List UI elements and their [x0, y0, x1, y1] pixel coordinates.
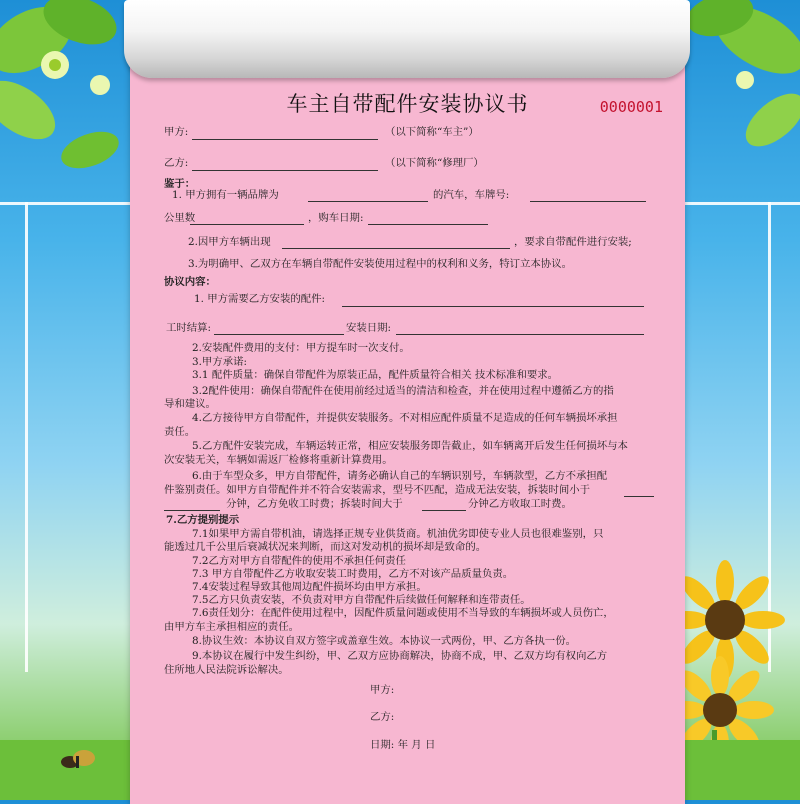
- clause-5-a: 5.乙方配件安装完成，车辆运转正常，相应安装服务即告截止，如车辆离开后发生任何损坏与本: [192, 440, 628, 452]
- labor-fee-label: 工时结算:: [166, 322, 212, 334]
- clause-7-6-a: 7.6责任划分：在配件使用过程中，因配件质量问题或使用不当导致的车辆损坏或人员伤亡，: [192, 607, 614, 619]
- party-b-label: 乙方:: [164, 157, 189, 169]
- signature-party-a: 甲方:: [370, 684, 395, 696]
- purchase-date-line: [368, 224, 488, 225]
- clause-6-b: 件鉴别责任。如甲方自带配件并不符合安装需求，型号不匹配，造成无法安装，拆装时间小于: [164, 484, 591, 496]
- clause-4-b: 责任。: [164, 426, 196, 438]
- agreement-document: [130, 80, 685, 800]
- clause-4-a: 4.乙方接待甲方自带配件，并提供安装服务。不对相应配件质量不足造成的任何车辆损坏承担: [192, 412, 618, 424]
- serial-number: 0000001: [599, 98, 663, 116]
- whereas-3: 3.为明确甲、乙双方在车辆自带配件安装使用过程中的权利和义务，特订立本协议。: [188, 258, 572, 270]
- whereas-1-d: ，购车日期:: [308, 212, 364, 224]
- brand-line: [308, 201, 428, 202]
- document-title: 车主自带配件安装协议书: [286, 92, 529, 116]
- labor-fee-line: [214, 334, 344, 335]
- whereas-1-b: 的汽车，车牌号:: [433, 189, 510, 201]
- clause-2: 2.安装配件费用的支付：甲方提车时一次支付。: [192, 342, 410, 354]
- clause-6-d: 分钟乙方收取工时费。: [468, 498, 572, 510]
- leaf-cluster-top-left-icon: [0, 0, 124, 175]
- frame-line-left: [25, 202, 28, 672]
- content-heading: 协议内容：: [164, 276, 216, 288]
- clause-6-a: 6.由于车型众多，甲方自带配件，请务必确认自己的车辆识别号，车辆款型，乙方不承担配: [192, 470, 608, 482]
- plate-line: [530, 201, 646, 202]
- party-b-line: [192, 170, 378, 171]
- clause-5-b: 次安装无关，车辆如需返厂检修将重新计算费用。: [164, 454, 393, 466]
- whereas-1-c: 公里数: [164, 212, 196, 224]
- clause-7-5: 7.5乙方只负责安装，不负责对甲方自带配件后续做任何解释和连带责任。: [192, 594, 531, 606]
- clause-7-1-a: 7.1如果甲方需自带机油，请选择正规专业供货商。机油优劣即使专业人员也很难鉴别，只: [192, 528, 604, 540]
- clause-3-2-a: 3.2配件使用：确保自带配件在使用前经过适当的清洁和检查，并在使用过程中遵循乙方的指: [192, 385, 614, 397]
- clause-7-6-b: 由甲方车主承担相应的责任。: [164, 621, 300, 633]
- clause-7-2: 7.2乙方对甲方自带配件的使用不承担任何责任: [192, 555, 406, 567]
- dismantle-max-line: [422, 510, 466, 511]
- frame-line-right: [768, 202, 771, 672]
- install-date-line: [396, 334, 644, 335]
- whereas-heading: 鉴于：: [164, 178, 196, 190]
- clause-3-1: 3.1 配件质量：确保自带配件为原装正品，配件质量符合相关 技术标准和要求。: [192, 369, 559, 381]
- clause-9-b: 住所地人民法院诉讼解决。: [164, 664, 289, 676]
- whereas-1-a: 1. 甲方拥有一辆品牌为: [172, 189, 279, 201]
- clause-1: 1. 甲方需要乙方安装的配件:: [194, 293, 326, 305]
- clause-7-1-b: 能透过几千公里后衰减状况来判断，而这对发动机的损坏却是致命的。: [164, 541, 487, 553]
- problem-line: [282, 248, 510, 249]
- signature-party-b: 乙方:: [370, 711, 395, 723]
- clause-7-3: 7.3 甲方自带配件乙方收取安装工时费用，乙方不对该产品质量负责。: [192, 568, 514, 580]
- signature-date: 日期: 年 月 日: [370, 739, 436, 751]
- parts-line: [342, 306, 644, 307]
- whereas-2-b: ，要求自带配件进行安装;: [514, 236, 632, 248]
- clause-3: 3.甲方承诺:: [192, 356, 247, 368]
- party-a-label: 甲方:: [164, 126, 189, 138]
- clause-6-c: 分钟，乙方免收工时费；拆装时间大于: [226, 498, 403, 510]
- party-a-alias: （以下简称“车主”）: [385, 126, 479, 138]
- leaf-cluster-top-right-icon: [682, 0, 800, 156]
- clause-3-2-b: 导和建议。: [164, 398, 216, 410]
- party-a-line: [192, 139, 378, 140]
- pad-binding: [124, 0, 690, 78]
- whereas-2-a: 2.因甲方车辆出现: [188, 236, 271, 248]
- dismantle-min-line: [624, 496, 654, 497]
- clause-7-4: 7.4安装过程导致其他周边配件损坏均由甲方承担。: [192, 581, 427, 593]
- mileage-line: [190, 224, 304, 225]
- clause-9-a: 9.本协议在履行中发生纠纷，甲、乙双方应协商解决，协商不成，甲、乙双方均有权向乙方: [192, 650, 608, 662]
- clause-8: 8.协议生效：本协议自双方签字或盖章生效。本协议一式两份，甲、乙方各执一份。: [192, 635, 576, 647]
- clause-7-heading: 7.乙方提别提示: [166, 514, 240, 526]
- dismantle-min-line-2: [164, 510, 220, 511]
- party-b-alias: （以下简称“修理厂）: [385, 157, 484, 169]
- install-date-label: 安装日期:: [346, 322, 392, 334]
